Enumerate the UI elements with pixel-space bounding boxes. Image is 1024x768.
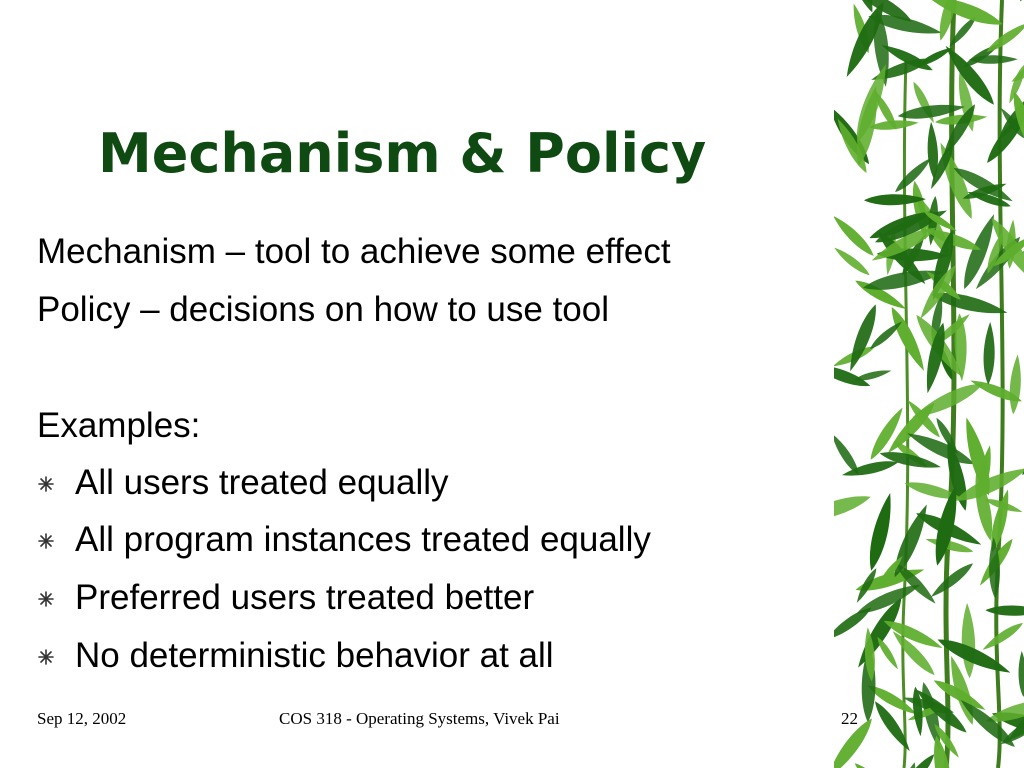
asterisk-bullet-icon (37, 475, 55, 493)
example-label: No deterministic behavior at all (75, 636, 554, 675)
example-label: All program instances treated equally (75, 520, 651, 559)
definition-mechanism: Mechanism – tool to achieve some effect (37, 232, 671, 271)
example-label: Preferred users treated better (75, 578, 535, 617)
bamboo-decoration (834, 0, 1024, 768)
examples-heading: Examples: (37, 406, 201, 445)
footer-page-number: 22 (841, 709, 858, 728)
example-label: All users treated equally (75, 463, 449, 502)
footer-course: COS 318 - Operating Systems, Vivek Pai (279, 709, 560, 728)
footer-date: Sep 12, 2002 (37, 709, 127, 728)
asterisk-bullet-icon (37, 590, 55, 608)
definition-policy: Policy – decisions on how to use tool (37, 290, 609, 329)
slide-title: Mechanism & Policy (98, 122, 707, 185)
asterisk-bullet-icon (37, 648, 55, 666)
asterisk-bullet-icon (37, 532, 55, 550)
